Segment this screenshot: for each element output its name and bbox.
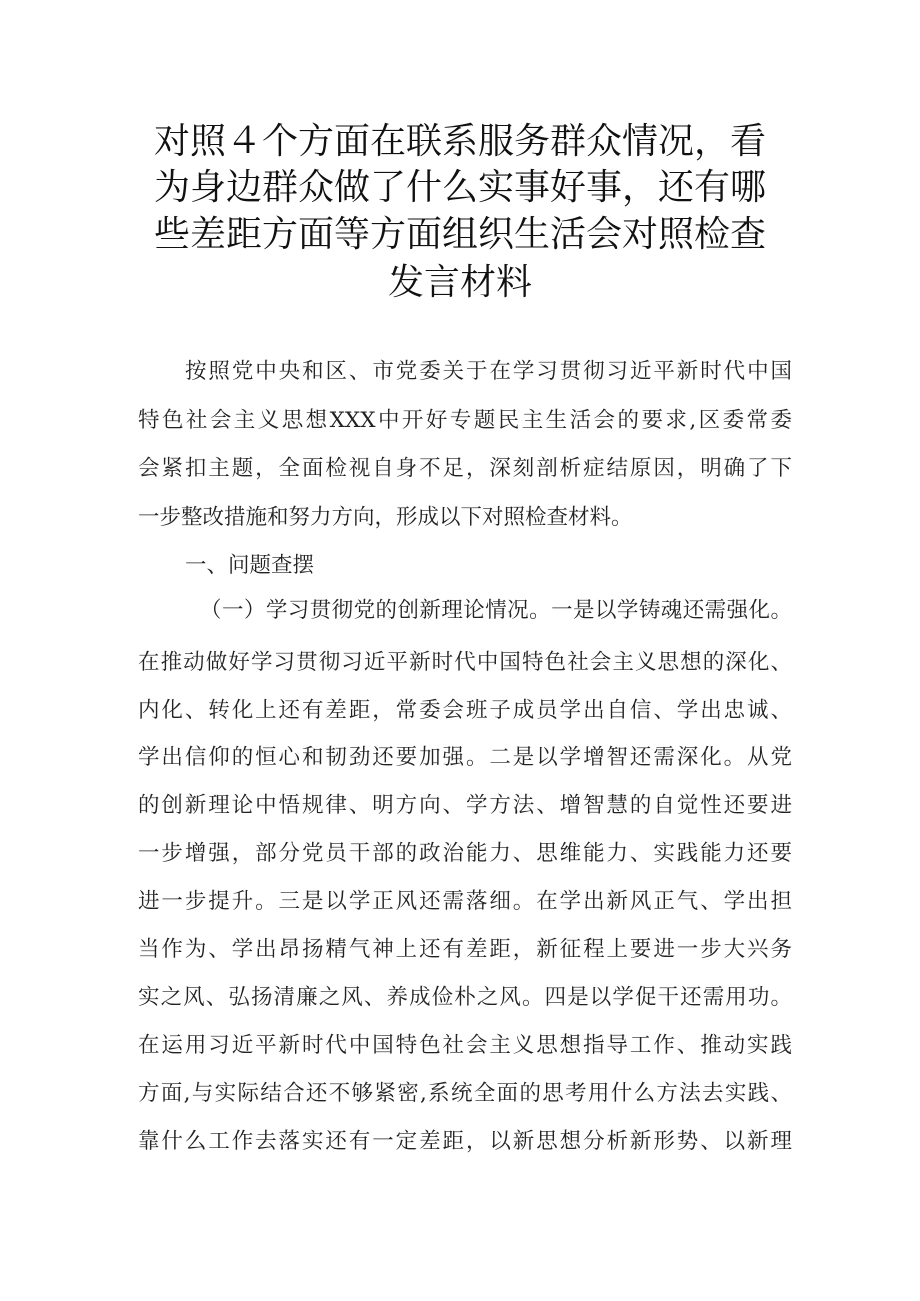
section-one-line-3: 内化、转化上还有差距，常委会班子成员学出自信、学出忠诚、 (138, 698, 792, 723)
section-heading: 一、问题查摆 (185, 553, 315, 578)
document-title-line-2: 为身边群众做了什么实事好事，还有哪 (153, 167, 766, 208)
section-one-line-11: 方面,与实际结合还不够紧密,系统全面的思考用什么方法去实践、 (138, 1081, 792, 1106)
section-one-line-10: 在运用习近平新时代中国特色社会主义思想指导工作、推动实践 (138, 1033, 792, 1058)
intro-line-1: 按照党中央和区、市党委关于在学习贯彻习近平新时代中国 (185, 359, 792, 384)
section-one-line-1: （一）学习贯彻党的创新理论情况。一是以学铸魂还需强化。 (200, 598, 792, 623)
section-one-line-7: 进一步提升。三是以学正风还需落细。在学出新风正气、学出担 (138, 889, 792, 914)
section-one-line-8: 当作为、学出昂扬精气神上还有差距，新征程上要进一步大兴务 (138, 937, 792, 962)
intro-line-2: 特色社会主义思想XXX中开好专题民主生活会的要求,区委常委 (138, 408, 792, 433)
section-one-line-6: 一步增强，部分党员干部的政治能力、思维能力、实践能力还要 (138, 841, 792, 866)
intro-line-4: 一步整改措施和努力方向，形成以下对照检查材料。 (138, 505, 633, 530)
section-one-line-5: 的创新理论中悟规律、明方向、学方法、增智慧的自觉性还要进 (138, 793, 792, 818)
section-one-line-2: 在推动做好学习贯彻习近平新时代中国特色社会主义思想的深化、 (138, 650, 792, 675)
document-title-line-1: 对照４个方面在联系服务群众情况，看 (153, 121, 766, 162)
document-title-line-4: 发言材料 (387, 262, 532, 303)
section-one-line-4: 学出信仰的恒心和韧劲还要加强。二是以学增智还需深化。从党 (138, 745, 792, 770)
section-one-line-9: 实之风、弘扬清廉之风、养成俭朴之风。四是以学促干还需用功。 (138, 985, 792, 1010)
document-title-line-3: 些差距方面等方面组织生活会对照检查 (153, 214, 766, 255)
section-one-line-12: 靠什么工作去落实还有一定差距，以新思想分析新形势、以新理 (138, 1129, 792, 1154)
intro-line-3: 会紧扣主题，全面检视自身不足，深刻剖析症结原因，明确了下 (138, 456, 792, 481)
